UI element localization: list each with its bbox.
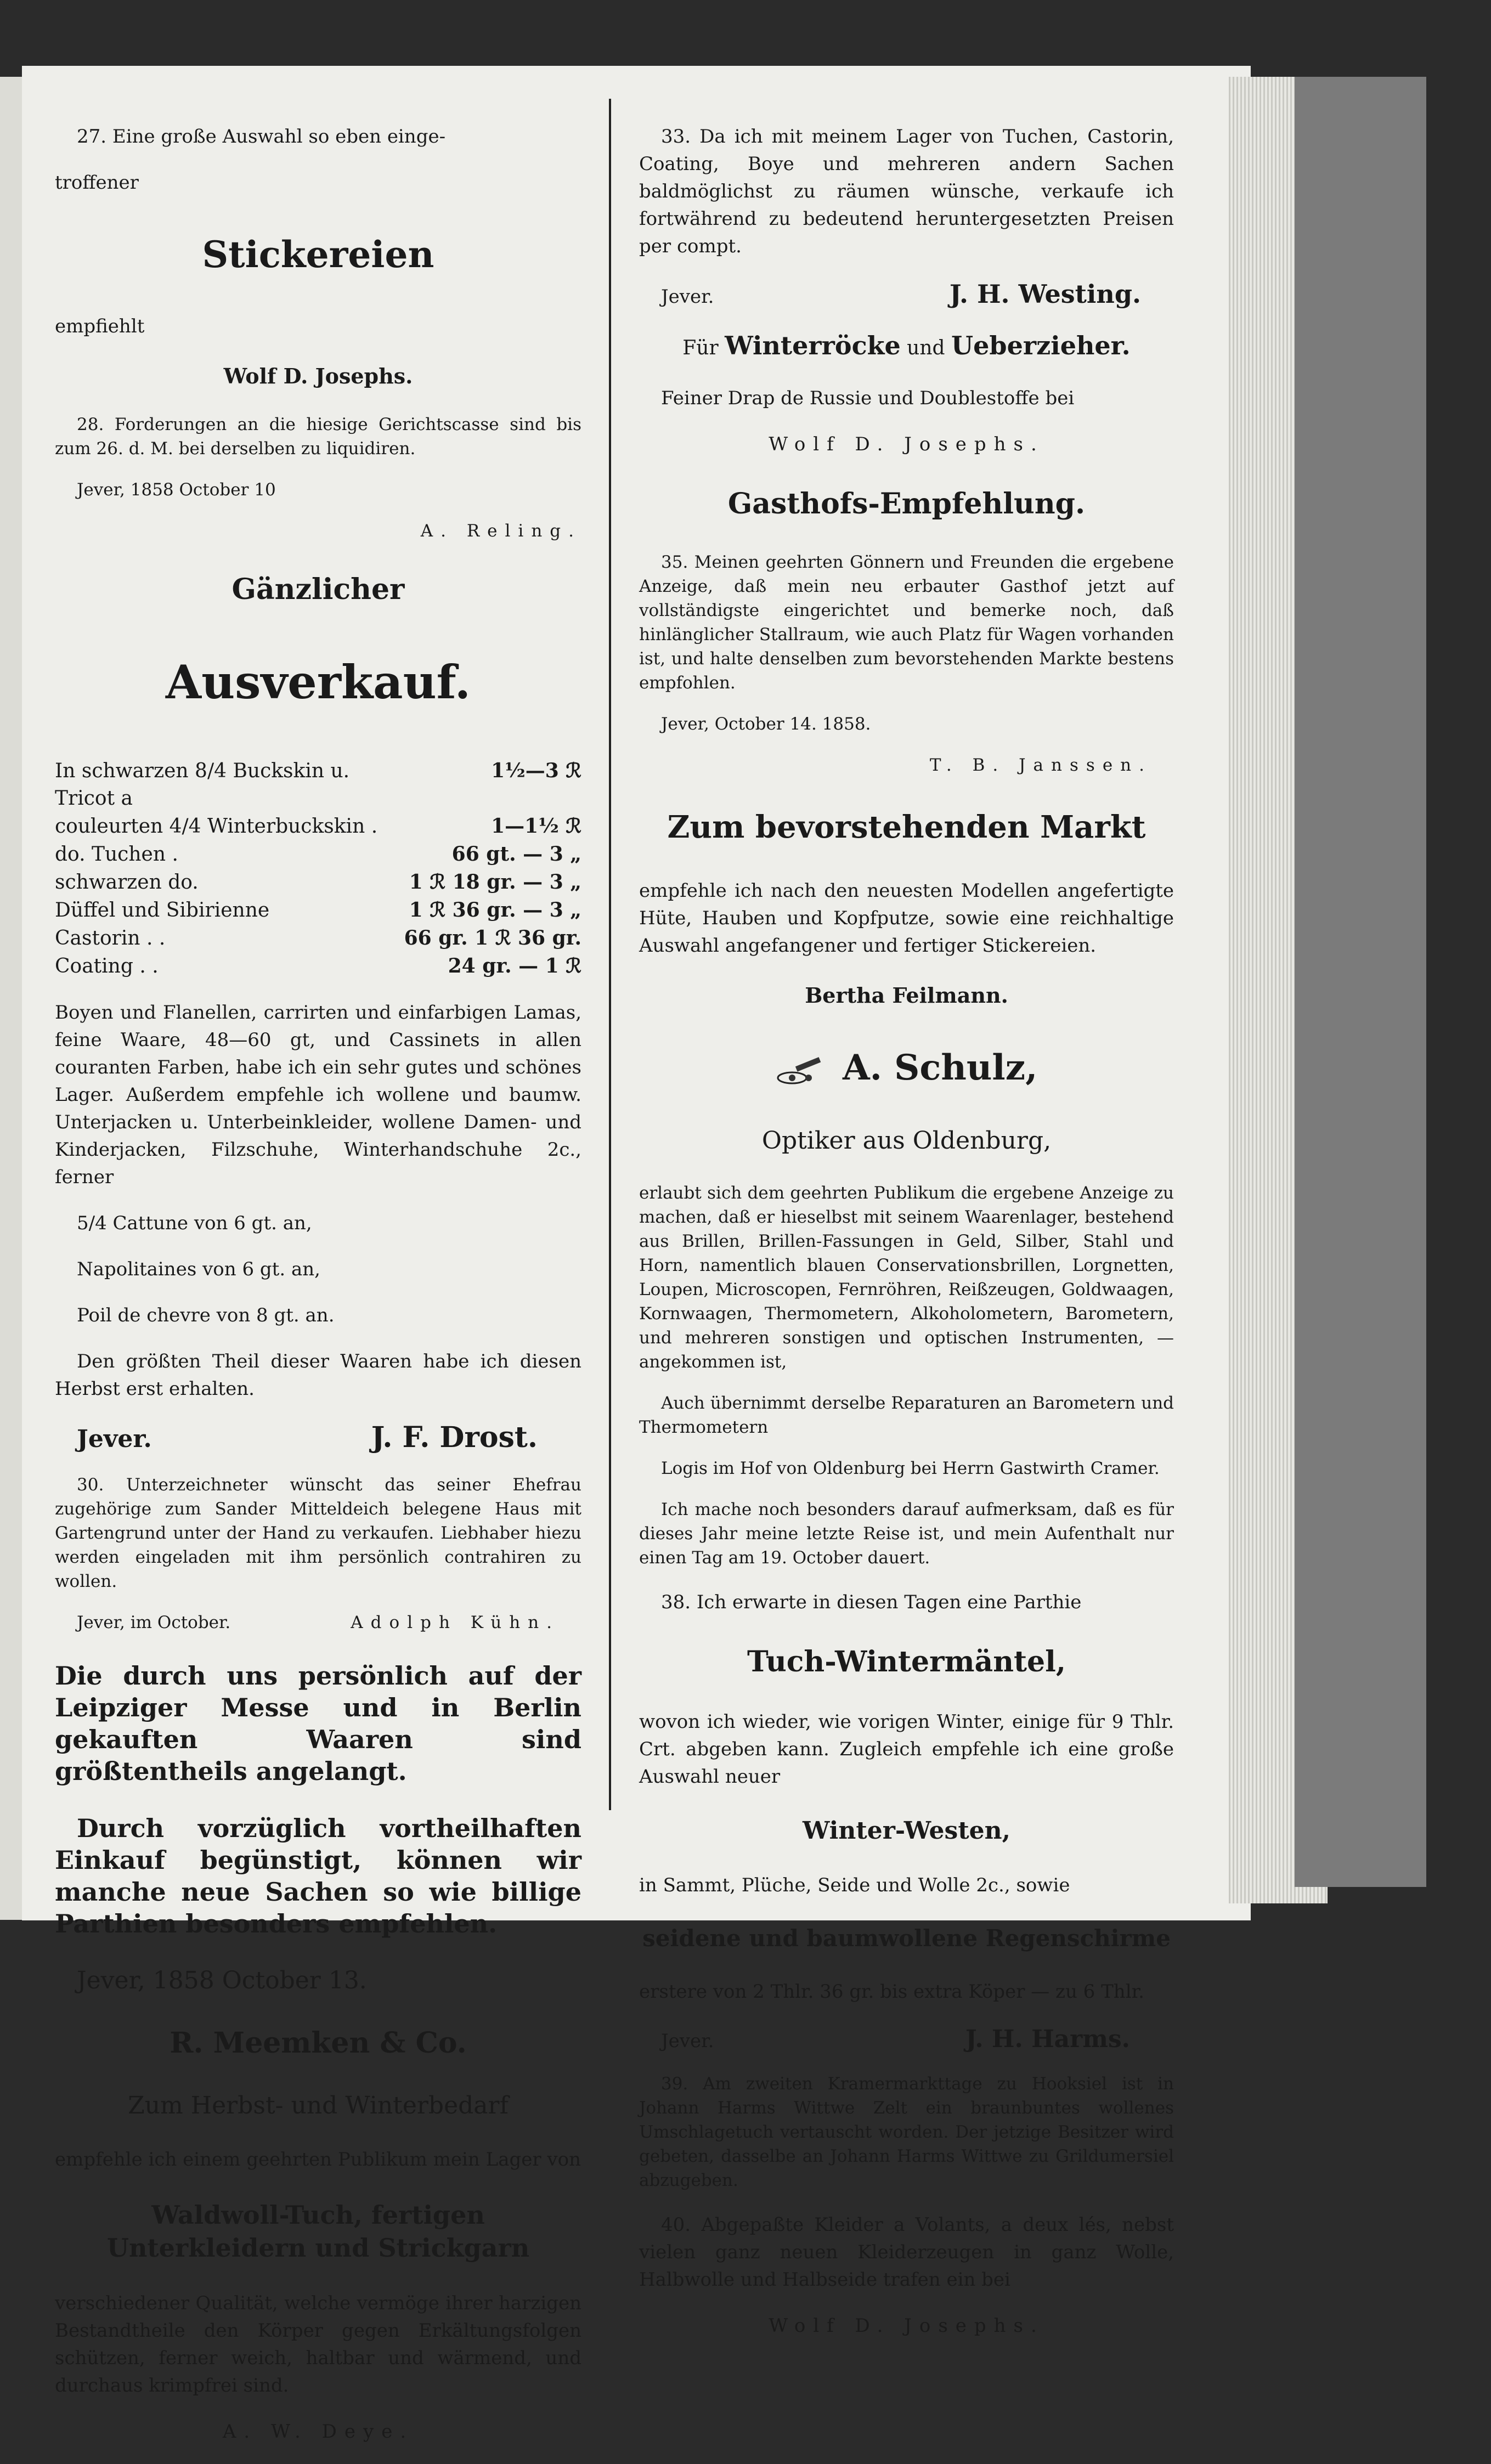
ad-title: Winterröcke bbox=[725, 331, 901, 360]
ad-text: Boyen und Flanellen, carrirten und einfarbigen Lamas, feine Waare, 48—60 gt, und Cassinets in allen couranten Farben, habe ich ein sehr gutes und schönes Lager. Außerdem empfehle ich wollene und baumw. Unterjacken u. Unterbeinkleider, wollene Damen- und Kinderjacken, Filzschuhe, Winterhandschuhe 2c., ferner bbox=[55, 1002, 581, 1188]
ad-33 bbox=[639, 123, 1174, 309]
price-row bbox=[55, 840, 581, 868]
ad-text: 38. Ich erwarte in diesen Tagen eine Parthie bbox=[661, 1591, 1082, 1613]
ad-40 bbox=[639, 2211, 1174, 2339]
ad-34 bbox=[639, 329, 1174, 458]
ad-text: empfehle ich einem geehrten Publikum mein Lager von bbox=[55, 2149, 581, 2171]
ad-signature: Wolf D. Josephs. bbox=[223, 364, 413, 388]
price-value: 1—1½ ℛ bbox=[491, 815, 581, 838]
ad-title-line bbox=[639, 1046, 1174, 1090]
ad-place: Jever, im October. bbox=[77, 1613, 231, 1632]
ad-subtitle: Optiker aus Oldenburg, bbox=[761, 1127, 1052, 1155]
ad-27 bbox=[55, 123, 581, 392]
price-item: Castorin . . bbox=[55, 927, 166, 950]
ad-38 bbox=[639, 1589, 1174, 2055]
ad-title: seidene und baumwollene Regenschirme bbox=[642, 1925, 1171, 1952]
ad-headline: Ausverkauf. bbox=[165, 655, 471, 709]
ad-signature: Bertha Feilmann. bbox=[805, 983, 1008, 1008]
ad-signature: A. Reling. bbox=[420, 521, 581, 541]
ad-32 bbox=[55, 2090, 581, 2445]
price-value: 1 ℛ 36 gr. — 3 „ bbox=[409, 898, 581, 922]
ad-date: Jever, October 14. 1858. bbox=[661, 714, 871, 734]
ad-date: Jever, 1858 October 10 bbox=[77, 480, 276, 500]
price-value: 66 gr. 1 ℛ 36 gr. bbox=[404, 926, 581, 950]
ad-text: 40. Abgepaßte Kleider a Volants, a deux lés, nebst vielen ganz neuen Kleiderzeugen in ganz Wolle, Halbwolle und Halbseide trafen ein bei bbox=[639, 2214, 1174, 2291]
ad-text: 30. Unterzeichneter wünscht das seiner Ehefrau zugehörige zum Sander Mitteldeich belegene Haus mit Gartengrund unter der Hand zu verkaufen. Liebhaber hiezu werden eingeladen mit ihm persönlich contrahiren zu wollen. bbox=[55, 1475, 581, 1591]
price-row bbox=[55, 812, 581, 840]
ad-footer bbox=[55, 1610, 581, 1635]
ad-signature: Adolph Kühn. bbox=[351, 1613, 560, 1632]
ad-signature: J. F. Drost. bbox=[371, 1421, 538, 1454]
ad-title: Winter-Westen, bbox=[803, 1817, 1010, 1845]
previous-page-edge bbox=[0, 77, 22, 1920]
ad-text: empfehle ich nach den neuesten Modellen angefertigte Hüte, Hauben und Kopfputze, sowie eine reichhaltige Auswahl angefangener und fertiger Stickereien. bbox=[639, 880, 1174, 957]
ad-text: 33. Da ich mit meinem Lager von Tuchen, Castorin, Coating, Boye und mehreren andern Sachen baldmöglichst zu räumen wünsche, verkaufe ich fortwährend zu bedeutend heruntergesetzten Preisen per compt. bbox=[639, 126, 1174, 257]
ad-date: Jever, 1858 October 13. bbox=[77, 1966, 367, 1994]
ad-title: Zum bevorstehenden Markt bbox=[667, 809, 1146, 845]
price-row bbox=[55, 757, 581, 812]
ad-text: Den größten Theil dieser Waaren habe ich diesen Herbst erst erhalten. bbox=[55, 1350, 581, 1400]
price-item: do. Tuchen . bbox=[55, 843, 178, 866]
ad-footer bbox=[55, 1421, 581, 1456]
ad-text: Feiner Drap de Russie und Doublestoffe bei bbox=[661, 387, 1075, 409]
ad-title: A. Schulz, bbox=[842, 1047, 1038, 1088]
column-divider bbox=[609, 99, 611, 1810]
ad-39 bbox=[639, 2072, 1174, 2192]
ad-29 bbox=[55, 572, 581, 1456]
ad-title: Gänzlicher bbox=[231, 573, 405, 606]
price-item: couleurten 4/4 Winterbuckskin . bbox=[55, 815, 378, 838]
ad-place: Jever. bbox=[661, 2030, 714, 2052]
ad-title: Gasthofs-Empfehlung. bbox=[727, 487, 1086, 521]
ad-text: 39. Am zweiten Kramermarkttage zu Hooksiel ist in Johann Harms Wittwe Zelt ein braunbuntes wollenes Umschlagetuch vertauscht worden. Der jetzige Besitzer wird gebeten, dasselbe an Johann Harms Wittwe zu Grildumersiel abzugeben. bbox=[639, 2074, 1174, 2190]
price-value: 1 ℛ 18 gr. — 3 „ bbox=[409, 871, 581, 894]
price-row bbox=[55, 896, 581, 924]
price-row bbox=[55, 868, 581, 896]
book-spine bbox=[1295, 77, 1426, 1887]
ad-signature: R. Meemken & Co. bbox=[170, 2026, 467, 2060]
ad-footer bbox=[639, 279, 1174, 309]
ad-text: 27. Eine große Auswahl so eben einge- bbox=[77, 126, 446, 148]
price-value: 1½—3 ℛ bbox=[491, 759, 581, 782]
ad-text: Napolitaines von 6 gt. an, bbox=[77, 1258, 320, 1280]
ad-text: wovon ich wieder, wie vorigen Winter, einige für 9 Thlr. Crt. abgeben kann. Zugleich empfehle ich eine große Auswahl neuer bbox=[639, 1711, 1174, 1788]
ad-35 bbox=[639, 487, 1174, 777]
microscope-icon bbox=[776, 1056, 831, 1086]
ad-title: Ueberzieher. bbox=[951, 331, 1131, 360]
ad-text: und bbox=[907, 337, 945, 359]
ad-text: Auch übernimmt derselbe Reparaturen an Barometern und Thermometern bbox=[639, 1393, 1174, 1437]
left-column bbox=[55, 104, 581, 2464]
ad-signature: Wolf D. Josephs. bbox=[769, 2315, 1044, 2337]
price-item: Coating . . bbox=[55, 955, 159, 977]
ad-title: Stickereien bbox=[202, 233, 434, 276]
ad-text: Poil de chevre von 8 gt. an. bbox=[77, 1304, 335, 1326]
ad-text: troffener bbox=[55, 172, 139, 194]
price-item: Düffel und Sibirienne bbox=[55, 899, 270, 922]
ad-text: 5/4 Cattune von 6 gt. an, bbox=[77, 1212, 312, 1234]
ad-28 bbox=[55, 412, 581, 543]
ad-text: Durch vorzüglich vortheilhaften Einkauf begünstigt, können wir manche neue Sachen so wie billige Parthien besonders empfehlen. bbox=[55, 1813, 581, 1939]
ad-title: Waldwoll-Tuch, fertigen Unterkleidern und Strickgarn bbox=[106, 2200, 530, 2263]
ad-text: verschiedener Qualität, welche vermöge ihrer harzigen Bestandtheile den Körper gegen Erkältungsfolgen schützen, ferner weich, haltbar und wärmend, und durchaus krimpfrei sind. bbox=[55, 2292, 581, 2397]
price-row bbox=[55, 952, 581, 980]
ad-title-line bbox=[639, 329, 1174, 365]
ad-text: empfiehlt bbox=[55, 315, 145, 337]
ad-place: Jever. bbox=[77, 1425, 152, 1453]
price-item: schwarzen do. bbox=[55, 871, 199, 894]
ad-text: 35. Meinen geehrten Gönnern und Freunden die ergebene Anzeige, daß mein neu erbauter Gasthof jetzt auf vollständigste eingerichtet und bemerke noch, daß hinlänglicher Stallraum, wie auch Platz für Wagen vorhanden ist, und halte denselben zum bevorstehenden Markte bestens empfohlen. bbox=[639, 552, 1174, 693]
ad-place: Jever. bbox=[661, 286, 714, 308]
ad-text: Logis im Hof von Oldenburg bei Herrn Gastwirth Cramer. bbox=[661, 1459, 1160, 1478]
ad-signature: T. B. Janssen. bbox=[929, 755, 1152, 775]
ad-heading: Zum Herbst- und Winterbedarf bbox=[128, 2092, 509, 2120]
ad-text: erstere von 2 Thlr. 36 gr. bis extra Köper — zu 6 Thlr. bbox=[639, 1981, 1144, 2003]
ad-title: Tuch-Wintermäntel, bbox=[747, 1645, 1066, 1679]
ad-signature: Wolf D. Josephs. bbox=[769, 433, 1044, 455]
ad-footer bbox=[639, 2024, 1174, 2055]
price-item: In schwarzen 8/4 Buckskin u. Tricot a bbox=[55, 760, 350, 810]
ad-36 bbox=[639, 808, 1174, 1011]
ad-text: in Sammt, Plüche, Seide und Wolle 2c., sowie bbox=[639, 1874, 1070, 1896]
price-value: 24 gr. — 1 ℛ bbox=[448, 954, 581, 977]
ad-text: erlaubt sich dem geehrten Publikum die ergebene Anzeige zu machen, daß er hieselbst mit seinem Waarenlager, bestehend aus Brillen, Brillen-Fassungen in Geld, Silber, Stahl und Horn, namentlich blauen Conservationsbrillen, Lorgnetten, Loupen, Microscopen, Fernröhren, Reißzeugen, Goldwaagen, Kornwaagen, Thermometern, Alkoholometern, Barometern, und mehreren sonstigen und optischen Instrumenten, — angekommen ist, bbox=[639, 1183, 1174, 1372]
ad-signature: J. H. Harms. bbox=[965, 2025, 1130, 2053]
ad-signature: A. W. Deye. bbox=[222, 2421, 414, 2443]
right-column bbox=[639, 104, 1174, 2358]
ad-37 bbox=[639, 1046, 1174, 1570]
ad-headline: Die durch uns persönlich auf der Leipziger Messe und in Berlin gekauften Waaren sind größtentheils angelangt. bbox=[55, 1661, 581, 1786]
price-row bbox=[55, 924, 581, 952]
ad-signature: J. H. Westing. bbox=[949, 279, 1141, 309]
ad-text: Ich mache noch besonders darauf aufmerksam, daß es für dieses Jahr meine letzte Reise ist, und mein Aufenthalt nur einen Tag am 19. October dauert. bbox=[639, 1500, 1174, 1568]
ad-30 bbox=[55, 1473, 581, 1635]
price-table bbox=[55, 757, 581, 980]
ad-text: Für bbox=[682, 337, 719, 359]
price-value: 66 gt. — 3 „ bbox=[451, 843, 581, 866]
ad-text: 28. Forderungen an die hiesige Gerichtscasse sind bis zum 26. d. M. bei derselben zu liquidiren. bbox=[55, 415, 581, 459]
ad-31 bbox=[55, 1660, 581, 2061]
